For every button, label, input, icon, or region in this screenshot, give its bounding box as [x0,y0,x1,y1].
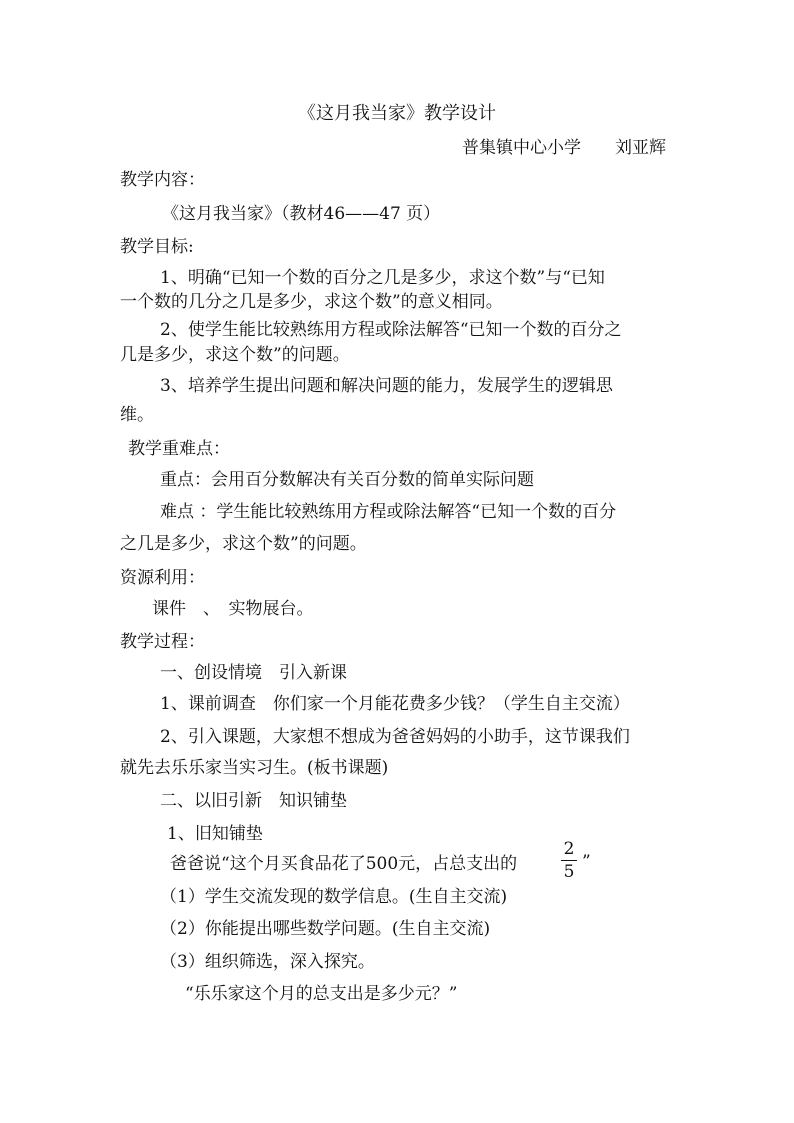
resources-heading: 资源利用： [120,568,205,588]
author-line: 普集镇中心小学 刘亚辉 [462,138,666,158]
difficult-point-line-1: 难点 ：学生能比较熟练用方程或除法解答“已知一个数的百分 [160,502,617,522]
content-heading: 教学内容： [120,170,205,190]
fraction-bar [561,860,577,861]
step-1-item-2-line-1: 2、引入课题，大家想不想成为爸爸妈妈的小助手，这节课我们 [160,727,630,747]
goal-3-line-2: 维。 [120,405,154,425]
page-title: 《这月我当家》教学设计 [298,103,496,124]
goal-1-line-2: 一个数的几分之几是多少，求这个数”的意义相同。 [120,292,503,312]
quote-close-mark: ” [582,852,591,872]
fraction-numerator: 2 [563,839,575,859]
content-text: 《这月我当家》（教材46——47 页） [162,204,441,224]
goal-1-line-1: 1、明确“已知一个数的百分之几是多少，求这个数”与“已知 [160,268,605,288]
question-1: （1）学生交流发现的数学信息。(生自主交流) [160,887,508,907]
goals-heading: 教学目标: [120,237,194,257]
step-1-heading: 一、创设情境 引入新课 [160,663,347,683]
goal-2-line-1: 2、使学生能比较熟练用方程或除法解答“已知一个数的百分之 [160,320,622,340]
fraction-denominator: 5 [563,862,575,882]
key-points-heading: 教学重难点： [128,439,230,459]
resources-text: 课件 、 实物展台。 [152,599,314,619]
difficult-point-line-2: 之几是多少，求这个数”的问题。 [120,534,367,554]
question-3: （3）组织筛选，深入探究。 [160,952,375,972]
process-heading: 教学过程： [120,632,205,652]
step-1-item-2-line-2: 就先去乐乐家当实习生。(板书课题) [120,758,389,778]
goal-2-line-2: 几是多少，求这个数”的问题。 [120,345,350,365]
fraction [560,838,578,883]
step-2-heading: 二、以旧引新 知识铺垫 [160,791,347,811]
step-2-subheading: 1、旧知铺垫 [167,824,263,844]
goal-3-line-1: 3、培养学生提出问题和解决问题的能力，发展学生的逻辑思 [160,376,613,396]
quote-line: 爸爸说“这个月买食品花了500元，占总支出的 [170,854,518,874]
key-point: 重点：会用百分数解决有关百分数的简单实际问题 [160,470,534,490]
step-1-item-1: 1、课前调查 你们家一个月能花费多少钱？（学生自主交流） [160,694,630,714]
question-2: （2）你能提出哪些数学问题。(生自主交流) [160,919,491,939]
key-question: “乐乐家这个月的总支出是多少元？” [185,984,458,1004]
